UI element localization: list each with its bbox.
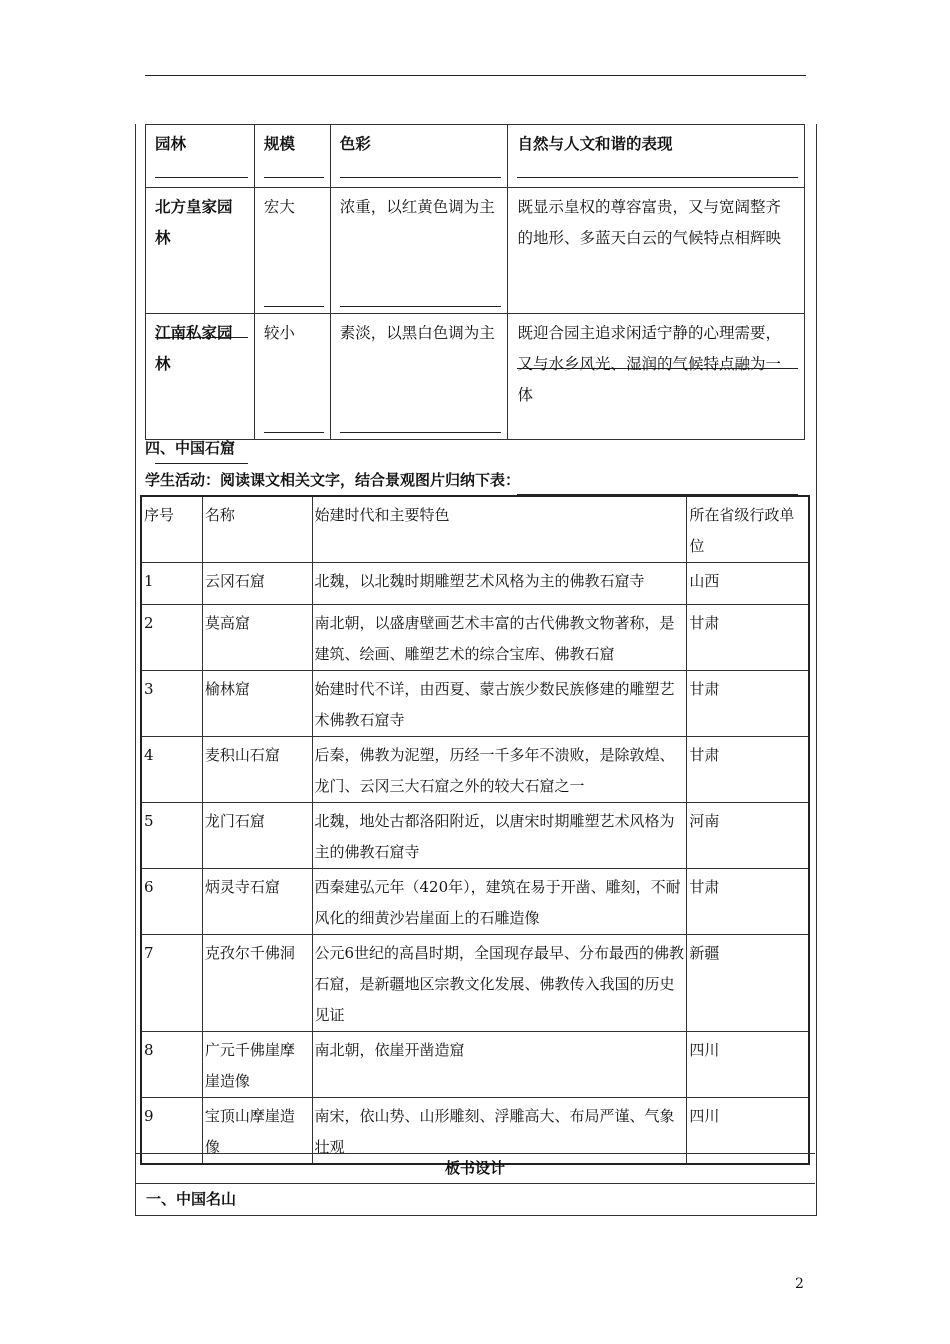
table-cell: 素淡，以黑白色调为主	[330, 314, 508, 440]
divider	[135, 1153, 815, 1154]
header-cell: 自然与人文和谐的表现	[508, 125, 805, 188]
table-cell: 后秦，佛教为泥塑，历经一千多年不溃败，是除敦煌、龙门、云冈三大石窟之外的较大石窟之一	[312, 737, 687, 803]
table-cell: 四川	[687, 1098, 809, 1165]
table-cell: 南北朝，依崖开凿造窟	[312, 1032, 687, 1098]
table-row	[141, 1032, 809, 1098]
table-cell: 甘肃	[687, 671, 809, 737]
divider	[135, 1183, 815, 1184]
header-cell: 序号	[141, 496, 202, 563]
header-cell: 规模	[254, 125, 330, 188]
table-cell: 江南私家园林	[146, 314, 255, 440]
table-cell: 榆林窟	[202, 671, 312, 737]
table-cell: 甘肃	[687, 737, 809, 803]
table-cell: 4	[141, 737, 202, 803]
table-cell: 始建时代不详，由西夏、蒙古族少数民族修建的雕塑艺术佛教石窟寺	[312, 671, 687, 737]
table-cell: 甘肃	[687, 605, 809, 671]
section-title: 四、中国石窟	[145, 439, 236, 457]
table-cell: 公元6世纪的高昌时期，全国现存最早、分布最西的佛教石窟，是新疆地区宗教文化发展、佛教传入我国的历史见证	[312, 935, 687, 1032]
header-cell: 园林	[146, 125, 255, 188]
header-cell: 所在省级行政单位	[687, 496, 809, 563]
table-row	[141, 935, 809, 1032]
table-cell: 5	[141, 803, 202, 869]
table-cell: 山西	[687, 563, 809, 605]
table-header-row	[141, 496, 809, 563]
table-cell: 新疆	[687, 935, 809, 1032]
table-cell: 1	[141, 563, 202, 605]
table-cell: 北魏，以北魏时期雕塑艺术风格为主的佛教石窟寺	[312, 563, 687, 605]
table-cell: 南北朝，以盛唐壁画艺术丰富的古代佛教文物著称，是建筑、绘画、雕塑艺术的综合宝库、佛教石窟	[312, 605, 687, 671]
table-cell: 甘肃	[687, 869, 809, 935]
table-cell: 云冈石窟	[202, 563, 312, 605]
table-cell: 南宋，依山势、山形雕刻、浮雕高大、布局严谨、气象壮观	[312, 1098, 687, 1165]
table-cell: 麦积山石窟	[202, 737, 312, 803]
table-cell: 西秦建弘元年（420年），建筑在易于开凿、雕刻，不耐风化的细黄沙岩崖面上的石雕造像	[312, 869, 687, 935]
table-cell: 既迎合园主追求闲适宁静的心理需要，又与水乡风光、湿润的气候特点融为一体	[508, 314, 805, 440]
table-row	[141, 671, 809, 737]
table-cell: 既显示皇权的尊容富贵，又与宽阔整齐的地形、多蓝天白云的气候特点相辉映	[508, 188, 805, 314]
table-cell: 9	[141, 1098, 202, 1165]
header-cell: 始建时代和主要特色	[312, 496, 687, 563]
table-cell: 四川	[687, 1032, 809, 1098]
table-cell: 莫高窟	[202, 605, 312, 671]
table-row	[146, 188, 805, 314]
activity-instruction: 学生活动：阅读课文相关文字，结合景观图片归纳下表：	[145, 471, 521, 489]
table-row	[146, 314, 805, 440]
table-cell: 3	[141, 671, 202, 737]
table-cell: 克孜尔千佛洞	[202, 935, 312, 1032]
table-cell: 6	[141, 869, 202, 935]
board-item: 一、中国名山	[146, 1190, 237, 1208]
table-cell: 广元千佛崖摩崖造像	[202, 1032, 312, 1098]
garden-comparison-table	[145, 124, 805, 440]
table-row	[141, 737, 809, 803]
header-cell: 名称	[202, 496, 312, 563]
table-cell: 炳灵寺石窟	[202, 869, 312, 935]
table-cell: 8	[141, 1032, 202, 1098]
table-cell: 宝顶山摩崖造像	[202, 1098, 312, 1165]
page-number: 2	[795, 1276, 804, 1292]
board-design-title: 板书设计	[444, 1159, 505, 1177]
table-header-row	[146, 125, 805, 188]
table-row	[141, 869, 809, 935]
table-cell: 河南	[687, 803, 809, 869]
table-row	[141, 563, 809, 605]
table-cell: 北魏，地处古都洛阳附近，以唐宋时期雕塑艺术风格为主的佛教石窟寺	[312, 803, 687, 869]
grotto-table	[140, 495, 810, 1165]
table-cell: 北方皇家园林	[146, 188, 255, 314]
table-row	[141, 803, 809, 869]
header-rule	[145, 75, 806, 76]
table-row	[141, 1098, 809, 1165]
table-cell: 2	[141, 605, 202, 671]
table-row	[141, 605, 809, 671]
table-cell: 较小	[254, 314, 330, 440]
table-cell: 宏大	[254, 188, 330, 314]
table-cell: 7	[141, 935, 202, 1032]
table-cell: 龙门石窟	[202, 803, 312, 869]
header-cell: 色彩	[330, 125, 508, 188]
table-cell: 浓重，以红黄色调为主	[330, 188, 508, 314]
